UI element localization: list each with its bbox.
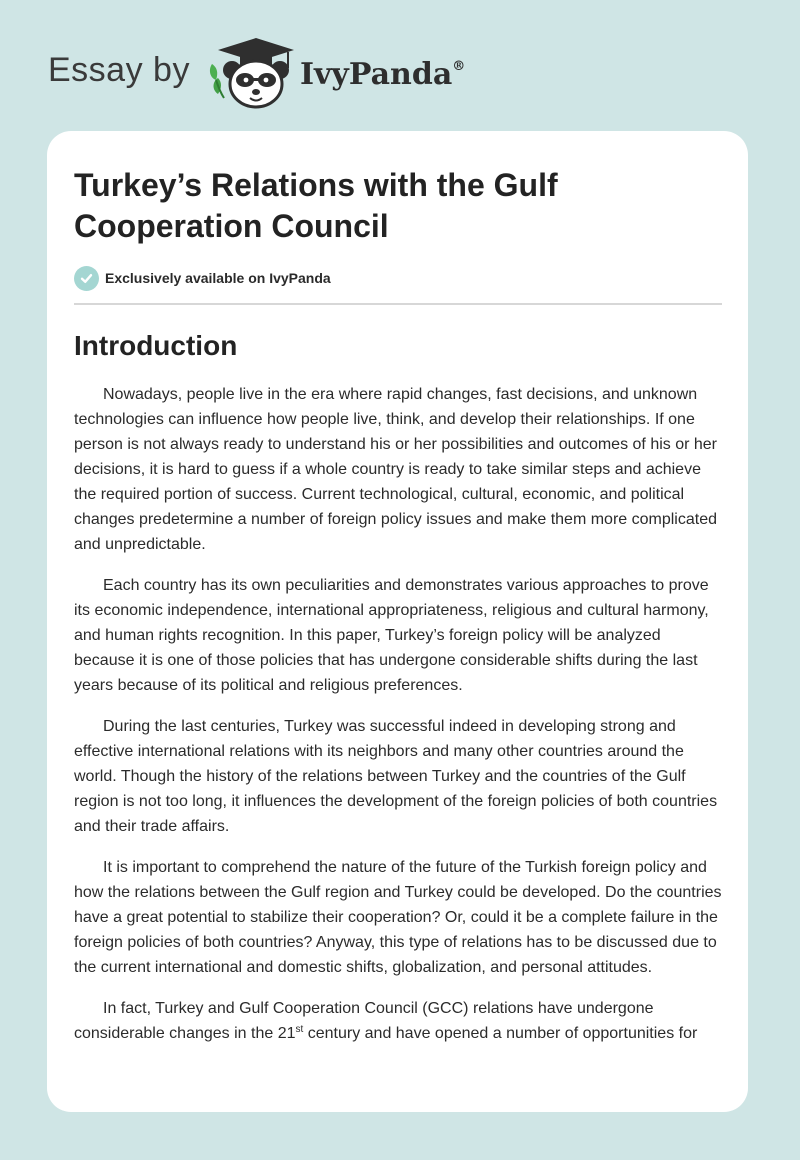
article-body: [74, 382, 722, 1046]
ivypanda-logo-icon: [206, 34, 298, 112]
essay-by-label: Essay by: [48, 50, 190, 89]
paragraph-last: In fact, Turkey and Gulf Cooperation Council (GCC) relations have undergone considerable changes in the 21st century and have opened a number of opportunities for: [74, 1000, 698, 1042]
paragraph: During the last centuries, Turkey was successful indeed in developing strong and effective international relations with its neighbors and many other countries around the world. Though the history of the relations between Turkey and the countries of the Gulf region is not too long, it influences the development of the foreign policies of both countries and their trade affairs.: [74, 718, 718, 835]
exclusive-label: Exclusively available on IvyPanda: [105, 270, 331, 286]
divider: [74, 303, 722, 305]
exclusive-badge: [74, 265, 722, 291]
brand-header[interactable]: [48, 34, 465, 112]
article-title: Turkey’s Relations with the Gulf Cooperation Council: [74, 167, 558, 244]
article-card: [47, 131, 748, 1112]
paragraph: Each country has its own peculiarities and demonstrates various approaches to prove its economic independence, international appropriateness, religious and cultural harmony, and human rights recognition. In this paper, Turkey’s foreign policy will be analyzed because it is one of those policies that has undergone considerable shifts during the last years because of its political and religious preferences.: [74, 577, 709, 694]
section-heading: Introduction: [74, 330, 238, 361]
paragraph: Nowadays, people live in the era where rapid changes, fast decisions, and unknown technologies can influence how people live, think, and develop their relationships. If one person is not always ready to understand his or her possibilities and outcomes of his or her decisions, it is hard to guess if a whole country is ready to take similar steps and achieve the required portion of success. Current technological, cultural, economic, and political changes predetermine a number of foreign policy issues and make them more complicated and unpredictable.: [74, 386, 718, 553]
check-icon: [74, 266, 99, 291]
paragraph: It is important to comprehend the nature of the future of the Turkish foreign policy and how the relations between the Gulf region and Turkey could be developed. Do the countries have a great potential to stabilize their cooperation? Or, could it be a complete failure in the foreign policies of both countries? Anyway, this type of relations has to be discussed due to the current international and domestic shifts, globalization, and personal attitudes.: [74, 859, 722, 976]
ivypanda-brand-name: IvyPanda®: [299, 56, 466, 92]
article-content: [74, 165, 722, 1062]
